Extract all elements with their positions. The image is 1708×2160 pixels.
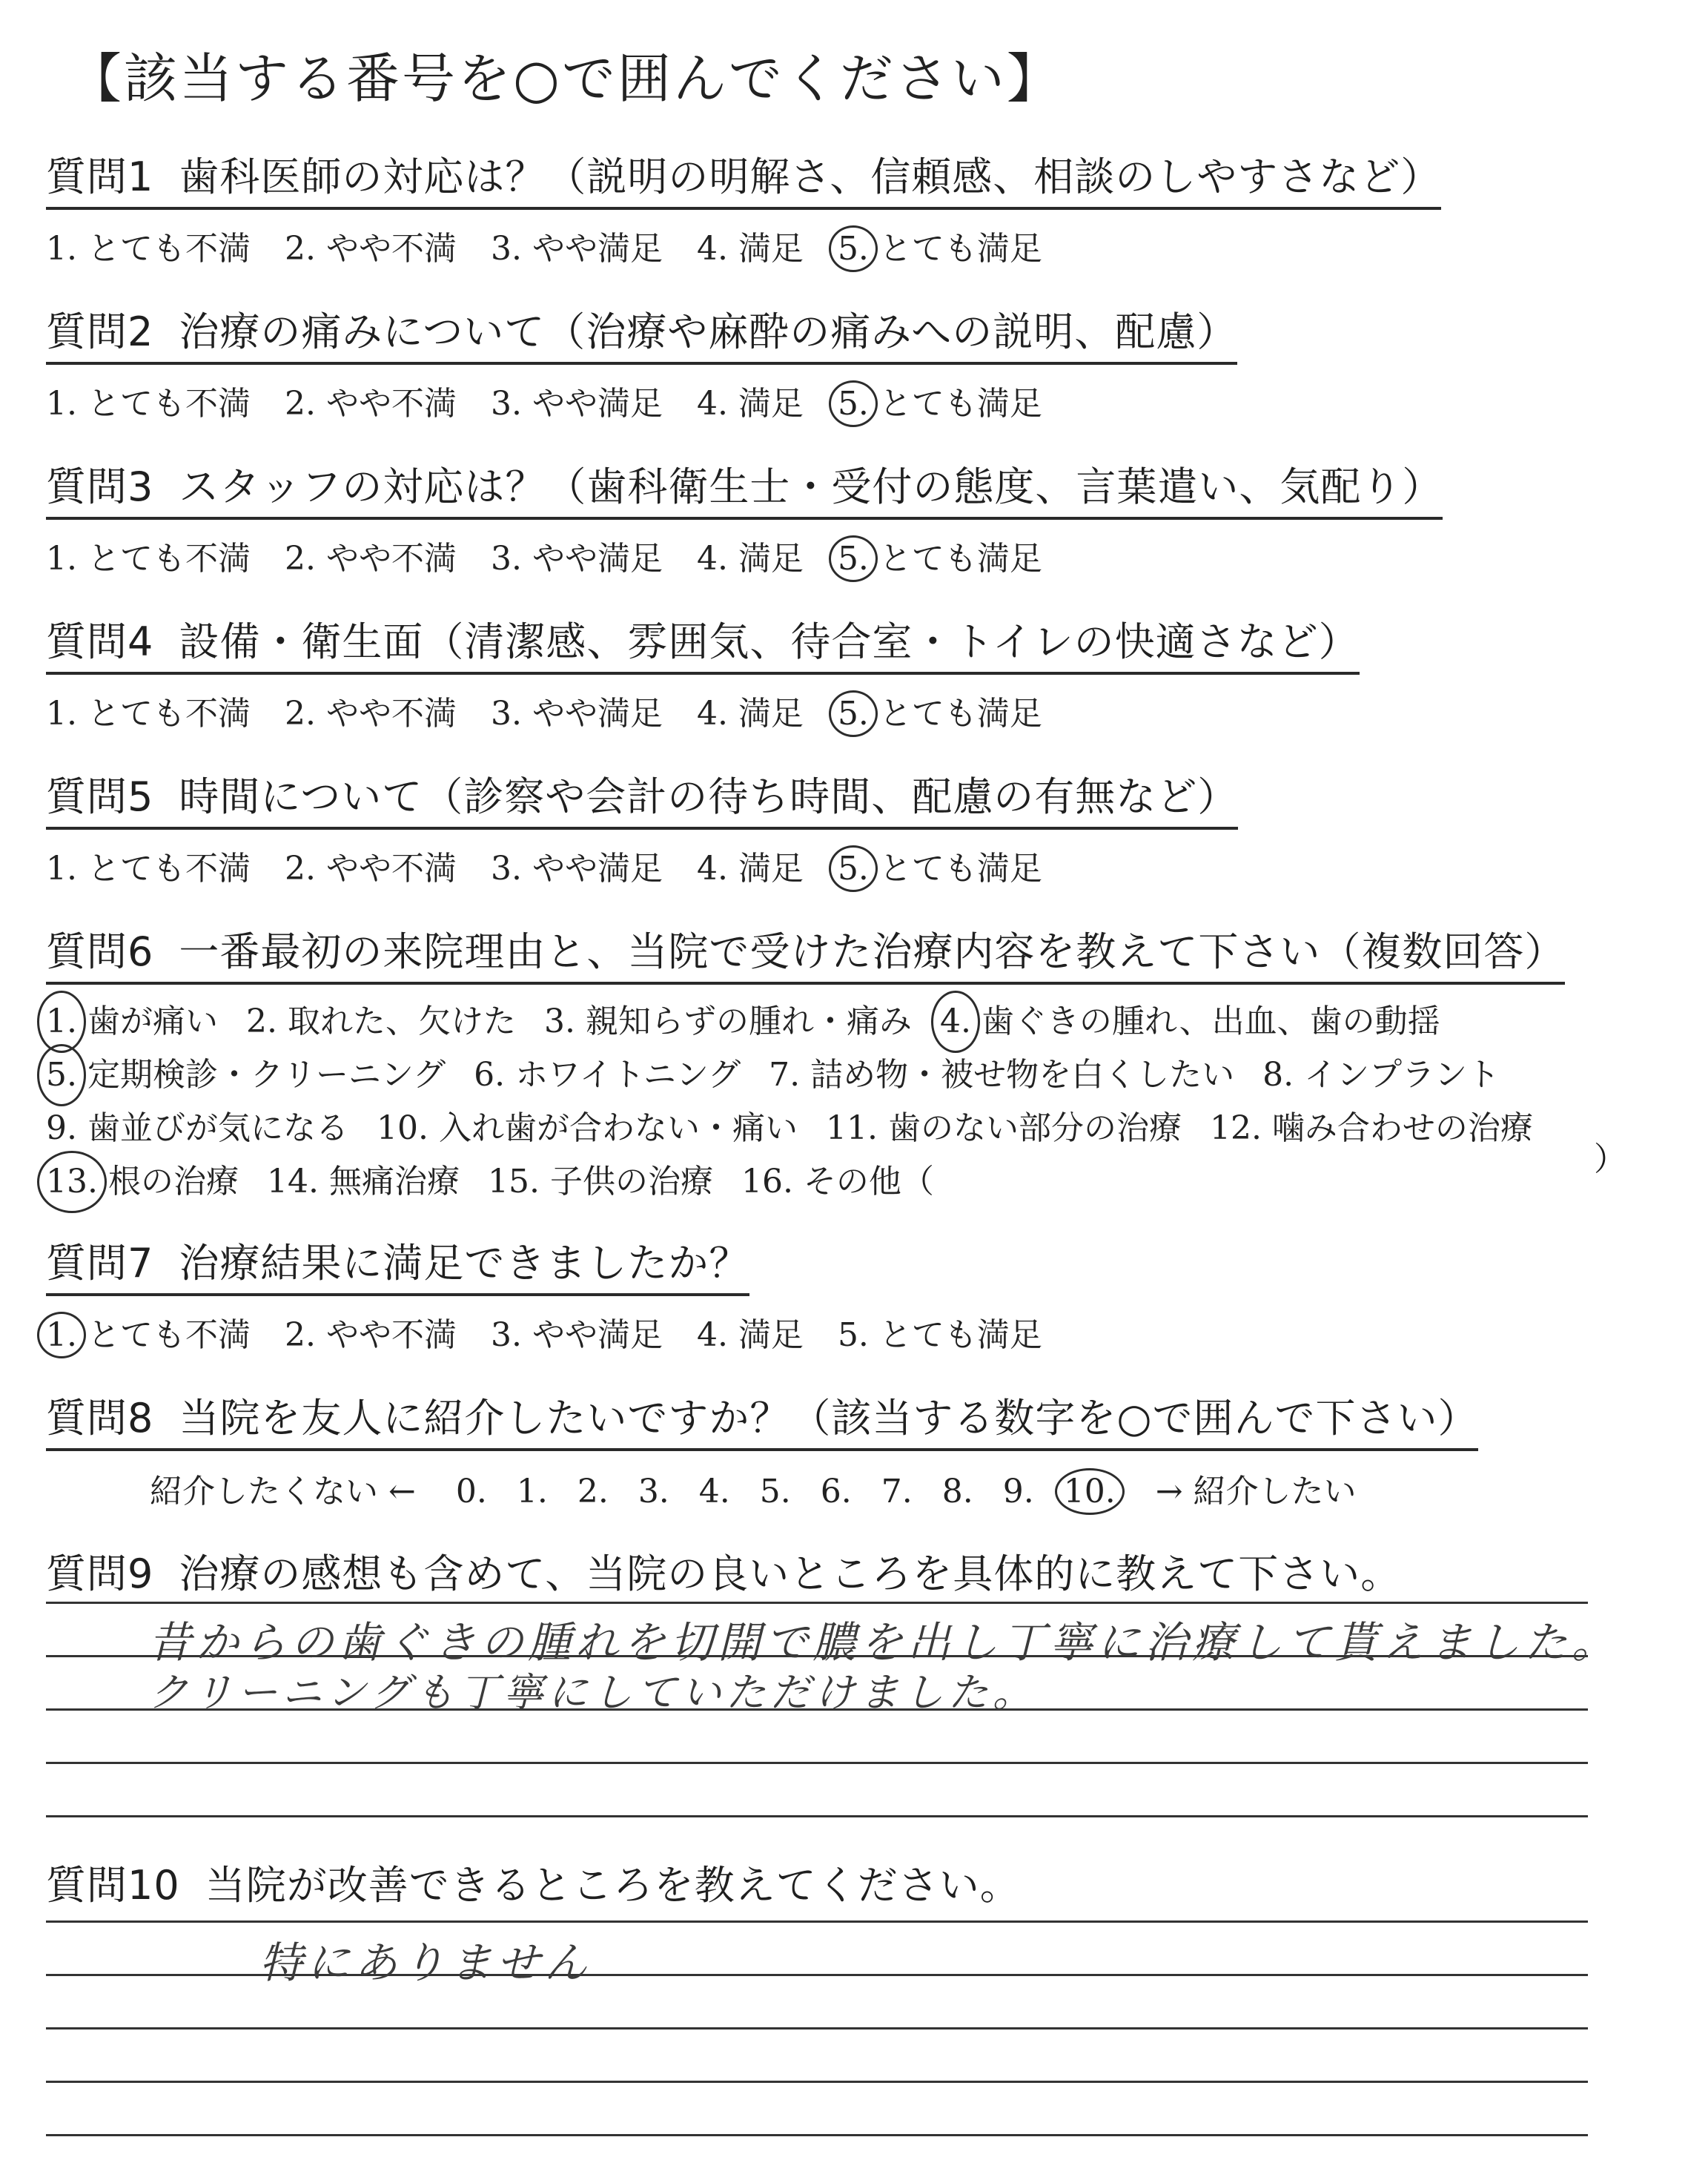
question-7-options (46, 1308, 1076, 1355)
option-number: 1. (46, 995, 77, 1048)
question-7-text: 治療結果に満足できましたか？ (179, 1240, 750, 1287)
reason-option[interactable] (769, 1048, 1234, 1102)
option-2[interactable] (285, 842, 457, 889)
question-7-label: 質問7 (46, 1240, 154, 1287)
question-6-row (46, 1155, 1565, 1209)
reason-option-selected[interactable] (46, 995, 218, 1048)
option-4[interactable] (697, 377, 804, 424)
question-6 (46, 920, 1565, 1209)
option-2[interactable] (285, 377, 457, 424)
option-number: 5. (837, 385, 869, 423)
option-number: 3. (490, 1316, 522, 1354)
question-9-handwritten-line-2: クリーニングも丁寧にしていただけました。 (148, 1669, 1037, 1716)
option-label: 取れた、欠けた (287, 1003, 516, 1040)
option-number: 9. (46, 1109, 77, 1147)
question-9-label: 質問9 (46, 1550, 154, 1597)
option-number: 14. (266, 1163, 319, 1200)
question-10-text: 当院が改善できるところを教えてください。 (205, 1862, 1021, 1909)
option-label: 満足 (738, 385, 804, 423)
question-6-options (46, 995, 1565, 1209)
option-label: やや満足 (532, 540, 663, 578)
question-6-other-close: ） (1594, 1140, 1626, 1178)
question-1 (46, 145, 1441, 269)
option-label: やや満足 (532, 695, 663, 733)
option-label: 入れ歯が合わない・痛い (438, 1109, 798, 1147)
option-number: 3. (543, 1003, 575, 1040)
option-number: 4. (940, 995, 971, 1048)
option-number: 11. (825, 1109, 878, 1147)
question-1-text: 歯科医師の対応は？（説明の明解さ、信頼感、相談のしやすさなど） (179, 153, 1442, 200)
reason-option[interactable] (826, 1102, 1182, 1155)
question-2-text: 治療の痛みについて（治療や麻酔の痛みへの説明、配慮） (179, 308, 1238, 355)
option-number: 5. (46, 1048, 77, 1102)
question-10-handwritten-answer: 特にありません (259, 1938, 592, 1988)
question-8-label: 質問8 (46, 1395, 154, 1441)
question-2-options (46, 377, 1237, 424)
page-title: 【該当する番号を○で囲んでください】 (68, 47, 1062, 110)
option-number: 8. (1262, 1056, 1294, 1094)
option-number: 5. (837, 230, 869, 268)
reason-option-selected[interactable] (940, 995, 1440, 1048)
scale-value[interactable]: 8. (941, 1473, 973, 1510)
option-label: とても満足 (878, 385, 1042, 423)
option-4[interactable] (697, 842, 804, 889)
question-9-title (46, 1542, 1401, 1604)
option-label: 子供の治療 (549, 1163, 713, 1200)
question-10 (46, 1854, 1021, 1915)
question-6-row (46, 1102, 1565, 1155)
option-number: 4. (696, 540, 728, 578)
option-number: 1. (46, 385, 77, 423)
scale-left-label: 紹介したくない ← (150, 1473, 416, 1510)
option-label: やや満足 (532, 1316, 663, 1354)
option-number: 3. (490, 385, 522, 423)
option-label: 定期検診・クリーニング (87, 1056, 446, 1094)
question-6-row (46, 1048, 1565, 1102)
question-2-label: 質問2 (46, 308, 154, 355)
option-label: 根の治療 (107, 1163, 239, 1200)
option-label: やや不満 (325, 1316, 457, 1354)
scale-value[interactable]: 7. (881, 1473, 913, 1510)
option-number: 2. (284, 540, 316, 578)
scale-value[interactable]: 0. (455, 1473, 487, 1510)
option-label: とても不満 (87, 850, 251, 888)
option-number: 7. (769, 1056, 801, 1094)
option-label: とても満足 (878, 1316, 1042, 1354)
option-5-selected[interactable] (838, 687, 1042, 734)
answer-line (46, 1920, 1588, 1923)
option-number: 4. (696, 850, 728, 888)
question-3-options (46, 532, 1443, 579)
option-number: 3. (490, 695, 522, 733)
option-4[interactable] (697, 532, 804, 579)
option-number: 1. (46, 695, 77, 733)
option-1[interactable] (46, 377, 251, 424)
option-number: 12. (1209, 1109, 1262, 1147)
option-number: 16. (741, 1163, 793, 1200)
reason-option[interactable] (46, 1102, 348, 1155)
option-number: 2. (284, 695, 316, 733)
option-3[interactable] (491, 222, 663, 269)
option-number: 2. (284, 850, 316, 888)
question-6-row (46, 995, 1565, 1048)
option-5[interactable] (838, 1308, 1042, 1355)
option-4[interactable] (697, 222, 804, 269)
reason-option[interactable] (246, 995, 516, 1048)
question-6-label: 質問6 (46, 928, 154, 975)
option-number: 1. (46, 1316, 77, 1354)
question-8 (46, 1387, 1478, 1512)
question-3-text: スタッフの対応は？（歯科衛生士・受付の態度、言葉遣い、気配り） (179, 463, 1443, 510)
option-label: とても不満 (87, 1316, 251, 1354)
option-3[interactable] (491, 532, 663, 579)
question-3 (46, 455, 1443, 579)
question-6-title (46, 920, 1565, 985)
question-4-label: 質問4 (46, 618, 154, 665)
option-number: 3. (490, 540, 522, 578)
question-10-title (46, 1854, 1021, 1915)
question-5 (46, 765, 1238, 889)
question-3-title (46, 455, 1443, 520)
scale-right-label: → 紹介したい (1155, 1473, 1357, 1510)
option-label: 歯のない部分の治療 (887, 1109, 1182, 1147)
option-5-selected[interactable] (838, 377, 1042, 424)
option-number: 5. (837, 850, 869, 888)
scale-value[interactable]: 3. (638, 1473, 669, 1510)
question-3-label: 質問3 (46, 463, 154, 510)
question-7 (46, 1232, 1076, 1355)
option-label: ホワイトニング (515, 1056, 741, 1094)
reason-option[interactable] (741, 1155, 934, 1209)
option-label: やや不満 (325, 540, 457, 578)
question-5-title (46, 765, 1238, 830)
option-label: やや不満 (325, 385, 457, 423)
option-number: 2. (245, 1003, 277, 1040)
reason-option-selected[interactable] (46, 1155, 239, 1209)
option-label: とても満足 (878, 230, 1042, 268)
question-9-handwritten-line-1: 昔からの歯ぐきの腫れを切開で膿を出し丁寧に治療して貰えました。 (148, 1617, 1620, 1668)
option-label: とても不満 (87, 385, 251, 423)
option-label: 詰め物・被せ物を白くしたい (810, 1056, 1235, 1094)
option-number: 10. (376, 1109, 428, 1147)
option-label: 満足 (738, 230, 804, 268)
option-number: 2. (284, 230, 316, 268)
question-9 (46, 1542, 1401, 1604)
option-label: とても不満 (87, 695, 251, 733)
option-3[interactable] (491, 1308, 663, 1355)
question-1-options (46, 222, 1441, 269)
option-number: 4. (696, 1316, 728, 1354)
option-1[interactable] (46, 532, 251, 579)
question-8-scale (150, 1464, 1478, 1512)
option-number: 2. (284, 385, 316, 423)
option-label: 満足 (738, 850, 804, 888)
question-9-text: 治療の感想も含めて、当院の良いところを具体的に教えて下さい。 (179, 1550, 1402, 1597)
option-2[interactable] (285, 687, 457, 734)
option-number: 3. (490, 230, 522, 268)
option-number: 4. (696, 695, 728, 733)
scale-value[interactable]: 9. (1002, 1473, 1034, 1510)
option-number: 5. (837, 1316, 869, 1354)
answer-line (46, 1762, 1588, 1764)
option-number: 5. (837, 695, 869, 733)
question-1-label: 質問1 (46, 153, 154, 200)
option-1[interactable] (46, 687, 251, 734)
option-number: 6. (474, 1056, 506, 1094)
option-number: 1. (46, 850, 77, 888)
option-label: 無痛治療 (328, 1163, 460, 1200)
reason-option[interactable] (377, 1102, 798, 1155)
option-label: 満足 (738, 1316, 804, 1354)
option-1-selected[interactable] (46, 1308, 251, 1355)
option-label: やや不満 (325, 230, 457, 268)
question-10-label: 質問10 (46, 1862, 180, 1909)
scale-value[interactable]: 6. (820, 1473, 852, 1510)
question-2-title (46, 300, 1237, 365)
option-3[interactable] (491, 377, 663, 424)
option-2[interactable] (285, 222, 457, 269)
option-4[interactable] (697, 1308, 804, 1355)
option-label: 歯並びが気になる (87, 1109, 348, 1147)
reason-option[interactable] (544, 995, 912, 1048)
reason-option[interactable] (474, 1048, 741, 1102)
option-number: 4. (696, 385, 728, 423)
question-4 (46, 610, 1360, 734)
option-label: やや満足 (532, 385, 663, 423)
question-4-text: 設備・衛生面（清潔感、雰囲気、待合室・トイレの快適さなど） (179, 618, 1360, 665)
option-label: やや満足 (532, 850, 663, 888)
answer-line (46, 2081, 1588, 2083)
option-label: インプラント (1304, 1056, 1500, 1094)
option-5-selected[interactable] (838, 842, 1042, 889)
answer-line (46, 1815, 1588, 1817)
scale-value-selected[interactable]: 10. (1063, 1473, 1116, 1510)
option-label: その他（ (803, 1163, 934, 1200)
option-label: やや不満 (325, 850, 457, 888)
question-5-text: 時間について（診察や会計の待ち時間、配慮の有無など） (179, 773, 1239, 820)
reason-option-selected[interactable] (46, 1048, 446, 1102)
answer-line (46, 1602, 1588, 1604)
option-label: とても満足 (878, 540, 1042, 578)
option-5-selected[interactable] (838, 222, 1042, 269)
answer-line (46, 2027, 1588, 2029)
question-2 (46, 300, 1237, 424)
answer-line (46, 2134, 1588, 2136)
option-2[interactable] (285, 532, 457, 579)
option-label: とても不満 (87, 230, 251, 268)
option-number: 3. (490, 850, 522, 888)
question-1-title (46, 145, 1441, 210)
reason-option[interactable] (1210, 1102, 1533, 1155)
option-5-selected[interactable] (838, 532, 1042, 579)
option-number: 13. (46, 1155, 98, 1209)
question-4-title (46, 610, 1360, 675)
reason-option[interactable] (1262, 1048, 1500, 1102)
option-1[interactable] (46, 222, 251, 269)
option-label: 噛み合わせの治療 (1271, 1109, 1533, 1147)
scale-value[interactable]: 2. (577, 1473, 609, 1510)
reason-option[interactable] (267, 1155, 460, 1209)
option-label: 満足 (738, 695, 804, 733)
option-label: とても満足 (878, 850, 1042, 888)
option-4[interactable] (697, 687, 804, 734)
question-8-text: 当院を友人に紹介したいですか？（該当する数字を○で囲んで下さい） (179, 1395, 1479, 1441)
option-1[interactable] (46, 842, 251, 889)
reason-option[interactable] (488, 1155, 713, 1209)
option-label: 満足 (738, 540, 804, 578)
question-7-title (46, 1232, 749, 1296)
option-number: 1. (46, 540, 77, 578)
option-3[interactable] (491, 687, 663, 734)
option-label: やや満足 (532, 230, 663, 268)
option-3[interactable] (491, 842, 663, 889)
question-5-label: 質問5 (46, 773, 154, 820)
option-number: 1. (46, 230, 77, 268)
option-label: とても不満 (87, 540, 251, 578)
question-6-text: 一番最初の来院理由と、当院で受けた治療内容を教えて下さい（複数回答） (179, 928, 1566, 975)
question-5-options (46, 842, 1238, 889)
option-number: 5. (837, 540, 869, 578)
option-label: 歯が痛い (87, 1003, 218, 1040)
question-8-title (46, 1387, 1478, 1451)
scale-value[interactable]: 5. (759, 1473, 791, 1510)
option-label: とても満足 (878, 695, 1042, 733)
option-number: 4. (696, 230, 728, 268)
option-label: 歯ぐきの腫れ、出血、歯の動揺 (981, 1003, 1440, 1040)
scale-value[interactable]: 4. (698, 1473, 730, 1510)
option-number: 15. (487, 1163, 540, 1200)
option-2[interactable] (285, 1308, 457, 1355)
option-number: 2. (284, 1316, 316, 1354)
question-4-options (46, 687, 1360, 734)
scale-value[interactable]: 1. (516, 1473, 548, 1510)
option-label: やや不満 (325, 695, 457, 733)
option-label: 親知らずの腫れ・痛み (585, 1003, 912, 1040)
